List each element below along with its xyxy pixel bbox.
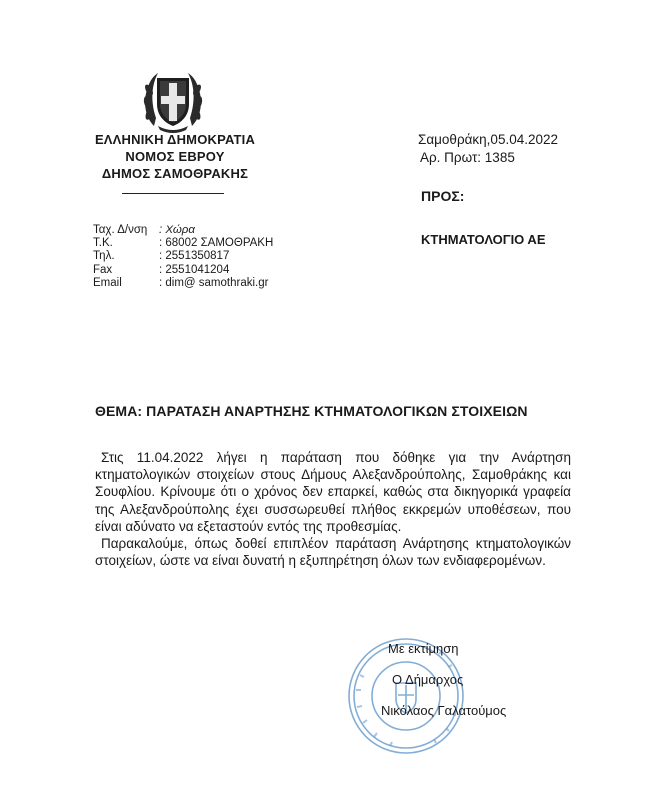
contact-value: : 68002 ΣΑΜΟΘΡΑΚΗ xyxy=(159,237,274,250)
contact-value: : Χώρα xyxy=(159,224,195,236)
body-paragraph-1: Στις 11.04.2022 λήγει η παράταση που δόθηκε για την Ανάρτηση κτηματολογικών στοιχείων στους Δήμους Αλεξανδρούπολης, Σαμοθράκης και Σουφλίου. Κρίνουμε ότι ο χρόνος δεν επαρκεί, καθώς στα δικηγορικά γραφεία της Αλεξανδρούπολης έχει συσσωρευθεί πλήθος εκκρεμών υποθέσεων, που είναι αδύνατο να εξεταστούν εντός της προθεσμίας. xyxy=(95,450,571,534)
body-paragraph-2: Παρακαλούμε, όπως δοθεί επιπλέον παράταση Ανάρτησης κτηματολογικών στοιχείων, ώστε να είναι δυνατή η εξυπηρέτηση όλων των ενδιαφερομένων. xyxy=(95,536,571,569)
contact-value: : dim@ samothraki.gr xyxy=(159,276,269,289)
contact-row-fax xyxy=(93,264,273,277)
header-prefecture: ΝΟΜΟΣ ΕΒΡΟΥ xyxy=(125,149,225,164)
greek-emblem-icon xyxy=(140,68,206,136)
header-divider xyxy=(122,193,224,194)
contact-value: : 2551350817 xyxy=(159,250,230,263)
signature-closing: Με εκτίμηση xyxy=(388,641,459,656)
letter-body xyxy=(95,449,571,569)
contact-label: Ταχ. Δ/νση xyxy=(93,224,148,236)
place-date: Σαμοθράκη,05.04.2022 xyxy=(418,132,559,147)
contact-row-email xyxy=(93,277,273,290)
signature-name: Νικόλαος Γαλατούμος xyxy=(381,703,507,718)
recipient: ΚΤΗΜΑΤΟΛΟΓΙΟ ΑΕ xyxy=(421,232,546,247)
header-municipality: ΔΗΜΟΣ ΣΑΜΟΘΡΑΚΗΣ xyxy=(101,166,249,181)
contact-label: Τηλ. xyxy=(93,250,115,263)
contact-value: : 2551041204 xyxy=(159,263,230,276)
contact-row-postal xyxy=(93,237,273,250)
contact-row-address xyxy=(93,224,273,237)
contact-row-phone xyxy=(93,250,273,263)
protocol-number: Αρ. Πρωτ: 1385 xyxy=(420,150,515,165)
contact-label: Fax xyxy=(93,263,113,276)
contact-block xyxy=(93,224,273,290)
signature-role: Ο Δήμαρχος xyxy=(392,672,464,687)
subject-line: ΘΕΜΑ: ΠΑΡΑΤΑΣΗ ΑΝΑΡΤΗΣΗΣ ΚΤΗΜΑΤΟΛΟΓΙΚΩΝ ΣΤΟΙΧΕΙΩΝ xyxy=(95,403,528,419)
to-label: ΠΡΟΣ: xyxy=(421,188,465,204)
contact-label: Email xyxy=(93,276,122,289)
header-country: ΕΛΛΗΝΙΚΗ ΔΗΜΟΚΡΑΤΙΑ xyxy=(94,132,256,147)
contact-label: Τ.Κ. xyxy=(93,237,113,250)
